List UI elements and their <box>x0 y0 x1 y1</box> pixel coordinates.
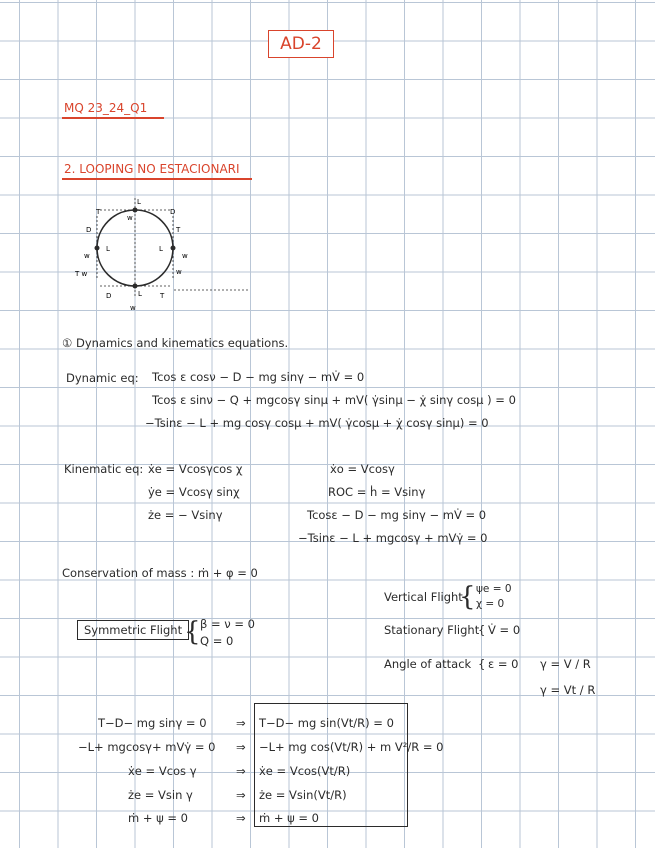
section-heading-underline <box>62 178 252 180</box>
diagram-label: w <box>176 268 182 276</box>
mass-equation: Conservation of mass : ṁ + φ = 0 <box>62 566 258 580</box>
vertical-flight-eq-2: χ = 0 <box>476 598 505 610</box>
vertical-flight-eq-1: ψe = 0 <box>476 583 512 595</box>
dynamic-eq-3: −Tsinε − L + mg cosγ cosμ + mV( γ̇cosμ + χ̇ cosγ sinμ) = 0 <box>145 416 489 430</box>
diagram-label: w <box>130 304 136 312</box>
diagram-label: L <box>137 198 141 206</box>
implies-arrow: ⇒ <box>236 716 246 730</box>
symmetric-flight-box <box>77 620 189 640</box>
final-right-eq-5: ṁ + ψ = 0 <box>259 811 319 825</box>
symmetric-flight-brace: { <box>184 617 201 647</box>
final-left-eq-4: że = Vsin γ <box>128 788 193 802</box>
final-right-eq-4: że = Vsin(Vt/R) <box>259 788 347 802</box>
looping-diagram <box>70 198 260 318</box>
dynamic-eq-1: Tcos ε cosν − D − mg sinγ − mV̇ = 0 <box>152 370 365 384</box>
symmetric-flight-eq-2: Q = 0 <box>200 634 234 648</box>
kinematic-eq-2: ẏe = Vcosγ sinχ <box>148 485 240 499</box>
diagram-label: L <box>138 290 142 298</box>
aoa-brace: { <box>478 657 486 671</box>
right-eq-1: ẋo = Vcosγ <box>330 462 395 476</box>
final-right-eq-2: −L+ mg cos(Vt/R) + m V²/R = 0 <box>259 740 444 754</box>
vertical-flight-label: Vertical Flight <box>384 590 463 604</box>
final-left-eq-3: ẋe = Vcos γ <box>128 764 197 778</box>
final-left-eq-1: T−D− mg sinγ = 0 <box>98 716 207 730</box>
diagram-label: T <box>176 226 181 234</box>
diagram-label: L <box>106 245 110 253</box>
dynamic-label: Dynamic eq: <box>66 371 139 385</box>
aoa-gamma-1: γ = V / R <box>540 657 591 671</box>
aoa-eq: ε = 0 <box>488 657 519 671</box>
final-left-eq-5: ṁ + ψ = 0 <box>128 811 188 825</box>
right-eq-3: Tcosε − D − mg sinγ − mV̇ = 0 <box>307 508 487 522</box>
page-title: AD-2 <box>268 30 334 58</box>
diagram-label: T <box>96 208 101 216</box>
kinematic-eq-1: ẋe = Vcosγcos χ <box>148 462 243 476</box>
diagram-label: w <box>127 214 133 222</box>
final-right-eq-1: T−D− mg sin(Vt/R) = 0 <box>259 716 394 730</box>
subject-code: MQ 23_24_Q1 <box>64 101 148 115</box>
diagram-label: L <box>159 245 163 253</box>
implies-arrow: ⇒ <box>236 764 246 778</box>
stationary-flight-eq: V̇ = 0 <box>488 623 521 637</box>
diagram-label: D <box>170 208 176 216</box>
final-right-eq-3: ẋe = Vcos(Vt/R) <box>259 764 351 778</box>
right-eq-4: −Tsinε − L + mgcosγ + mVγ̇ = 0 <box>298 531 488 545</box>
step1-heading: ① Dynamics and kinematics equations. <box>62 336 289 350</box>
section-heading: 2. LOOPING NO ESTACIONARI <box>64 162 240 176</box>
kinematic-label: Kinematic eq: <box>64 462 144 476</box>
symmetric-flight-eq-1: β = ν = 0 <box>200 617 255 631</box>
subject-code-underline <box>62 117 164 119</box>
implies-arrow: ⇒ <box>236 740 246 754</box>
diagram-label: D <box>106 292 112 300</box>
aoa-gamma-2: γ = Vt / R <box>540 683 596 697</box>
stationary-flight-label: Stationary Flight <box>384 623 480 637</box>
right-eq-2: ROC = ḣ = Vsinγ <box>328 485 426 499</box>
kinematic-eq-3: że = − Vsinγ <box>148 508 223 522</box>
symmetric-flight-label: Symmetric Flight <box>84 623 183 637</box>
diagram-label: w <box>84 252 90 260</box>
aoa-label: Angle of attack <box>384 657 472 671</box>
implies-arrow: ⇒ <box>236 788 246 802</box>
diagram-label: T w <box>75 270 88 278</box>
final-left-eq-2: −L+ mgcosγ+ mVγ̇ = 0 <box>78 740 216 754</box>
implies-arrow: ⇒ <box>236 811 246 825</box>
diagram-label: D <box>86 226 92 234</box>
diagram-label: w <box>182 252 188 260</box>
dynamic-eq-2: Tcos ε sinν − Q + mgcosγ sinμ + mV( γ̇sinμ − χ̇ sinγ cosμ ) = 0 <box>152 393 516 407</box>
stationary-flight-brace: { <box>478 623 486 637</box>
vertical-flight-brace: { <box>459 582 476 612</box>
diagram-label: T <box>160 292 165 300</box>
